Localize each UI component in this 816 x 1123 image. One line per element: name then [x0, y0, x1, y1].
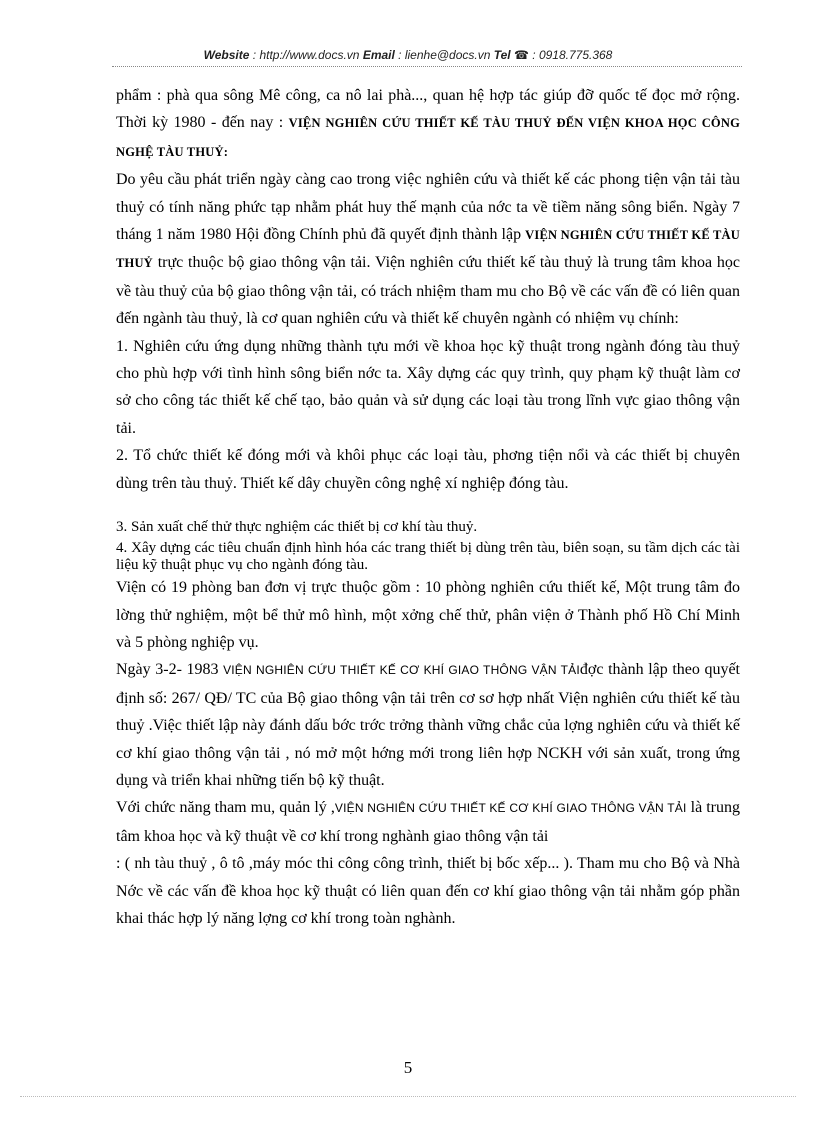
paragraph-founding: [116, 166, 740, 332]
history-caps: VIỆN NGHIÊN CỨU THIẾT KẾ TÀU THUỶ ĐẾN VIỆN KHOA HỌC CÔNG NGHỆ TÀU THUỶ:: [116, 116, 741, 159]
spacer: [116, 497, 740, 519]
p1983-text-a: Ngày 3-2- 1983: [116, 661, 224, 679]
list-item-3: 3. Sản xuất chế thử thực nghiệm các thiết bị cơ khí tàu thuỷ.: [116, 519, 478, 536]
history-text: phẩm : phà qua sông Mê công, ca nô lai phà..., quan hệ hợp tác giúp đỡ quốc tế đọc mở rộng. Thời kỳ 1980 - đến nay :: [116, 87, 740, 132]
tel-label: Tel ☎: [493, 48, 529, 62]
founding-text-a: Do yêu cầu phát triển ngày càng cao trong việc nghiên cứu và thiết kế các phong tiện vận tải tàu thuỷ có tính năng phức tạp nhằm phát huy thế mạnh của nớc ta về tiềm năng sông biển. Ngày 7 tháng 1 năm 1980 Hội đồng Chính phủ đã quyết định thành lập: [116, 171, 740, 244]
founding-caps: VIỆN NGHIÊN CỨU THIẾT KẾ TÀU THUỶ: [116, 228, 741, 271]
email-label: Email: [362, 48, 395, 62]
paragraph-scope: : ( nh tàu thuỷ , ô tô ,máy móc thi công công trình, thiết bị bốc xếp... ). Tham mu cho Bộ và Nhà Nớc về các vấn đề khoa học kỹ thuật có liên quan đến cơ khí giao thông vận tải nhằm góp phần khai thác hợp lý năng lợng cơ khí trong toàn nghành.: [116, 855, 740, 927]
document-body: [116, 82, 740, 932]
function-text-a: Với chức năng tham mu, quản lý ,: [116, 799, 335, 817]
header-divider: [112, 66, 742, 67]
p1983-caps: VIỆN NGHIÊN CỨU THIẾT KẾ CƠ KHÍ GIAO THÔNG VẬN TẢI: [223, 663, 580, 678]
paragraph-departments: Viện có 19 phòng ban đơn vị trực thuộc gồm : 10 phòng nghiên cứu thiết kế, Một trung tâm đo lờng thử nghiệm, một bể thử mô hình, một xởng chế thử, phân viện ở Thành phố Hồ Chí Minh và 5 phòng nghiệp vụ.: [116, 579, 740, 651]
tel-value: : 0918.775.368: [528, 48, 613, 62]
list-item-4: 4. Xây dựng các tiêu chuẩn định hình hóa các trang thiết bị dùng trên tàu, biên soạn, su tầm dịch các tài liệu kỹ thuật phục vụ cho ngành đóng tàu.: [116, 540, 740, 574]
list-item-2: 2. Tổ chức thiết kế đóng mới và khôi phục các loại tàu, phơng tiện nổi và các thiết bị chuyên dùng trên tàu thuỷ. Thiết kế dây chuyền công nghệ xí nghiệp đóng tàu.: [116, 447, 740, 492]
page-number: 5: [403, 1058, 413, 1077]
function-caps: VIỆN NGHIÊN CỨU THIẾT KẾ CƠ KHÍ GIAO THÔNG VẬN TẢI: [334, 801, 687, 816]
website-label: Website: [203, 48, 250, 62]
paragraph-history: [116, 82, 740, 166]
paragraph-1983: [116, 656, 740, 794]
founding-text-b: trực thuộc bộ giao thông vận tải. Viện nghiên cứu thiết kế tàu thuỷ là trung tâm khoa học về tàu thuỷ của bộ giao thông vận tải, có trách nhiệm tham mu cho Bộ về các vấn đề có liên quan đến ngành tàu thuỷ, là cơ quan nghiên cứu và thiết kế chuyên ngành có nhiệm vụ chính:: [116, 254, 740, 328]
function-text-b: là trung tâm khoa học và kỹ thuật về cơ khí trong nghành giao thông vận tải: [116, 799, 741, 845]
page-header: [0, 48, 816, 62]
list-item-1: 1. Nghiên cứu ứng dụng những thành tựu mới về khoa học kỹ thuật trong ngành đóng tàu thuỷ cho phù hợp với tình hình sông biển nớc ta. Xây dựng các quy trình, quy phạm kỹ thuật làm cơ sở cho công tác thiết kế chế tạo, bảo quản và sử dụng các loại tàu trong lĩnh vực giao thông vận tải.: [116, 337, 740, 437]
website-value: : http://www.docs.vn: [249, 48, 363, 62]
paragraph-function: [116, 794, 740, 850]
p1983-text-b: đợc thành lập theo quyết định số: 267/ QĐ/ TC của Bộ giao thông vận tải trên cơ sơ hợp nhất Viện nghiên cứu thiết kế tàu thuỷ .Việc thiết lập này đánh dấu bớc trớc trởng thành vững chắc của lợng nghiên cứu và thiết kế cơ khí giao thông vận tải , nó mở một hớng mới trong liên hợp NCKH với sản xuất, trong ứng dụng và triển khai những tiến bộ kỹ thuật.: [116, 661, 740, 789]
email-value: : lienhe@docs.vn: [394, 48, 494, 62]
footer-divider: [20, 1096, 796, 1097]
